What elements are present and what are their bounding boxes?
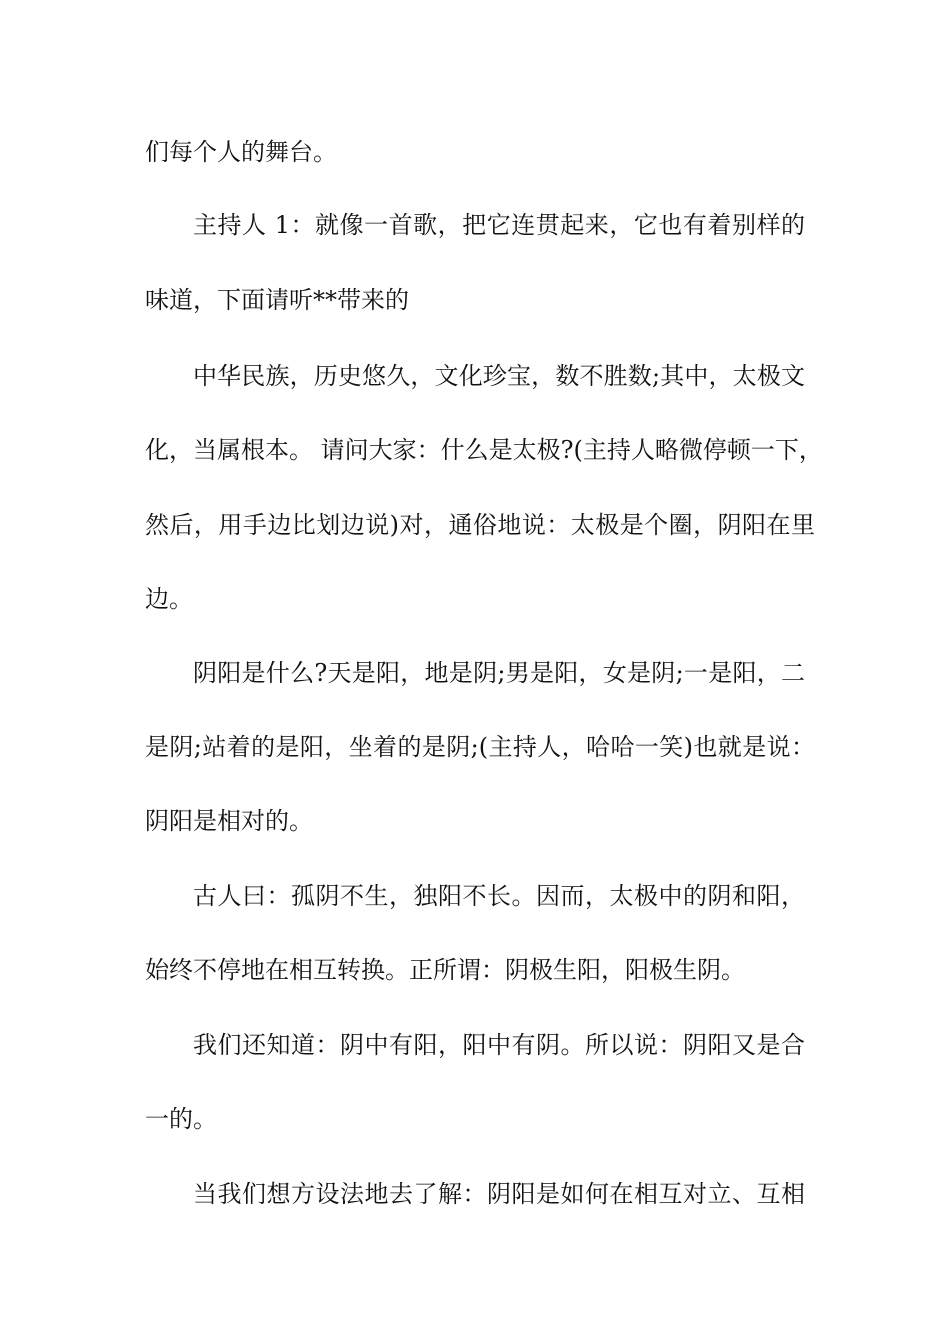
text-line: 味道，下面请听**带来的 [145,286,409,314]
text-line: 们每个人的舞台。 [145,138,337,166]
text-line: 主持人 1：就像一首歌，把它连贯起来，它也有着别样的 [193,211,805,239]
text-line: 古人曰：孤阴不生，独阳不长。因而，太极中的阴和阳， [193,882,805,910]
text-line: 阴阳是什么?天是阳，地是阴;男是阳，女是阴;一是阳，二 [193,659,805,687]
text-line: 然后，用手边比划边说)对，通俗地说：太极是个圈，阴阳在里 [145,511,815,539]
text-line: 我们还知道：阴中有阳，阳中有阴。所以说：阴阳又是合 [193,1031,805,1059]
text-line: 始终不停地在相互转换。正所谓：阴极生阳，阳极生阴。 [145,956,745,984]
text-line: 是阴;站着的是阳，坐着的是阴;(主持人，哈哈一笑)也就是说： [145,733,815,761]
text-line: 阴阳是相对的。 [145,807,313,835]
text-line: 中华民族，历史悠久，文化珍宝，数不胜数;其中，太极文 [193,362,805,390]
text-line: 化，当属根本。 请问大家：什么是太极?(主持人略微停顿一下， [145,436,823,464]
text-line: 当我们想方设法地去了解：阴阳是如何在相互对立、互相 [193,1180,805,1208]
text-line: 边。 [145,585,193,613]
text-line: 一的。 [145,1105,217,1133]
